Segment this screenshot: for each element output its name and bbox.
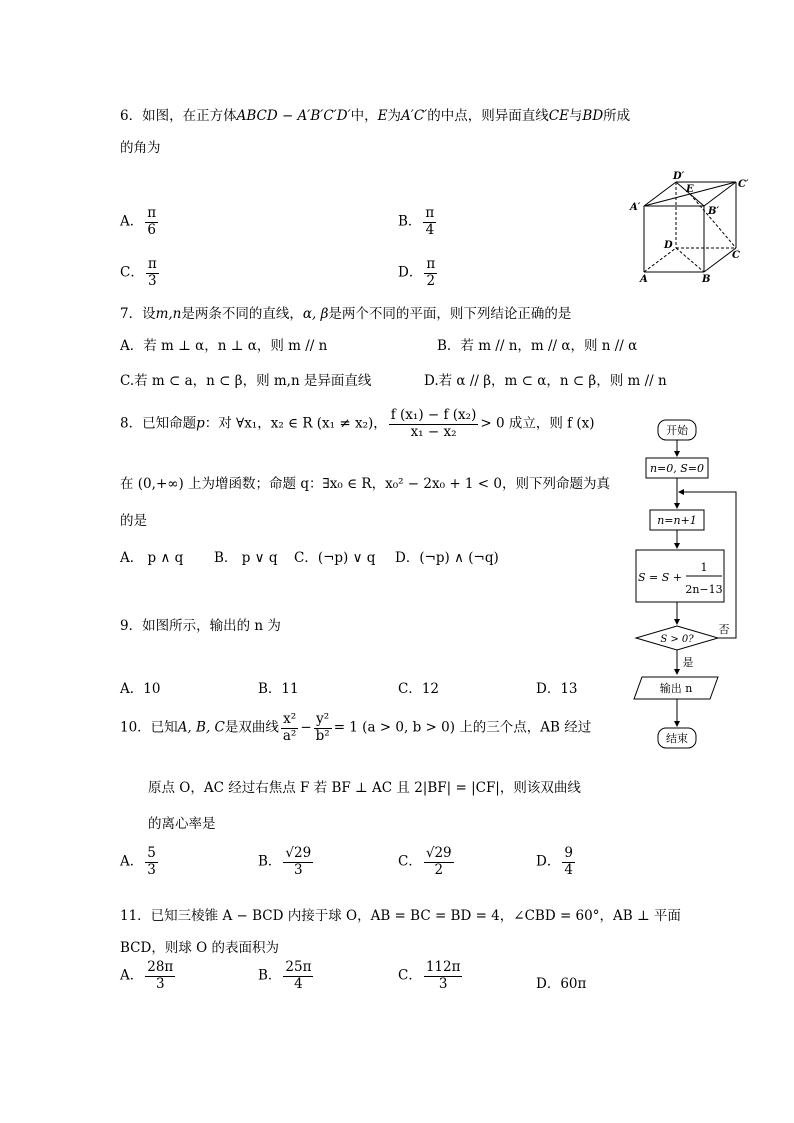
q11-option-b: B． $\frac{25\pi}{4}$ (258, 959, 312, 992)
flow-inc-label: n=n+1 (657, 514, 697, 527)
q8-option-c: C．(¬p) ∨ q (294, 550, 376, 566)
flow-yes-label: 是 (682, 656, 694, 669)
q7-option-c: C.若 m ⊂ a，n ⊂ β，则 m,n 是异面直线 (120, 373, 372, 389)
flow-start-label: 开始 (666, 424, 688, 437)
q9-option-a: A．10 (120, 681, 161, 697)
q11-stem-line2: BCD，则球 O 的表面积为 (120, 940, 279, 956)
label-b1: B′ (708, 206, 720, 217)
label-c: C (732, 250, 740, 261)
q11-option-a: A． $\frac{28\pi}{3}$ (120, 959, 174, 992)
label-b: B (702, 274, 711, 285)
label-d1: D′ (673, 171, 685, 182)
q8-option-b: B． p ∨ q (214, 550, 278, 566)
q9-option-d: D．13 (536, 681, 578, 697)
q6-option-c: C． $\frac{\pi}{3}$ (120, 256, 157, 289)
q6-option-b: B． $\frac{\pi}{4}$ (398, 205, 435, 238)
q8-stem-line3: 的是 (120, 513, 147, 529)
q10-option-d: D． $\frac{9}{4}$ (536, 845, 573, 878)
flow-end-label: 结束 (666, 732, 688, 745)
q6-option-d: D． $\frac{\pi}{2}$ (398, 256, 436, 289)
label-a1: A′ (630, 202, 641, 213)
q9-option-c: C．12 (398, 681, 440, 697)
q10-option-c: C． $\frac{√29}{2}$ (398, 845, 452, 878)
q7-option-a: A．若 m ⊥ α，n ⊥ α，则 m // n (120, 338, 328, 354)
q6-stem-line2: 的角为 (120, 140, 161, 156)
flow-output-label: 输出 n (659, 682, 693, 695)
label-c1: C′ (738, 179, 749, 190)
q9-stem: 9．如图所示，输出的 n 为 (120, 618, 281, 634)
cube-figure (620, 170, 760, 288)
flow-sum-prefix: S = S + (638, 571, 682, 584)
q11-option-c: C． $\frac{112\pi}{3}$ (398, 959, 461, 992)
flow-init-label: n=0, S=0 (649, 462, 705, 475)
q11-option-d: D．60π (536, 976, 587, 992)
q8-stem-line2: 在 (0,+∞) 上为增函数；命题 q：∃x₀ ∈ R，x₀² − 2x₀ + 1 < 0，则下列命题为真 (120, 476, 610, 492)
flow-sum-num: 1 (700, 561, 708, 574)
q8-stem-line1: 8．已知命题p：对 ∀x₁，x₂ ∈ R (x₁ ≠ x₂)， $\frac{\text{f (x₁) − f (x₂)}}{\text{x₁ − x₂}}$ > 0 成立，则 f (x) (120, 407, 595, 440)
q6-option-a: A． $\frac{\pi}{6}$ (120, 205, 157, 238)
q7-stem: 7．设m,n是两条不同的直线，α, β是两个不同的平面，则下列结论正确的是 (120, 306, 572, 322)
label-a: A (640, 274, 648, 285)
q10-option-b: B． $\frac{√29}{3}$ (258, 845, 312, 878)
flow-cond-label: S > 0? (660, 634, 694, 645)
q10-stem-line3: 的离心率是 (148, 816, 216, 832)
q11-stem-line1: 11．已知三棱锥 A − BCD 内接于球 O，AB = BC = BD = 4，∠CBD = 60°，AB ⊥ 平面 (120, 908, 681, 924)
flow-no-label: 否 (718, 623, 730, 636)
label-d: D (664, 240, 673, 251)
q10-stem-line2: 原点 O，AC 经过右焦点 F 若 BF ⊥ AC 且 2|BF| = |CF|，则该双曲线 (148, 780, 581, 796)
flowchart (630, 412, 742, 750)
q8-option-a: A． p ∧ q (120, 550, 184, 566)
q7-option-d: D.若 α // β，m ⊂ α，n ⊂ β，则 m // n (424, 373, 667, 389)
q6-stem-line1: 6．如图，在正方体ABCD − A′B′C′D′中，E为A′C′的中点，则异面直线CE与BD所成 (120, 108, 631, 124)
q10-stem-line1: 10．已知A, B, C是双曲线 $\frac{\text{x²}}{\text{a²}}$ − $\frac{\text{y²}}{\text{b²}}$ = 1 (a > 0, b > 0) 上的三个点，AB 经过 (120, 711, 592, 744)
q9-option-b: B．11 (258, 681, 299, 697)
flow-sum-den: 2n−13 (685, 583, 723, 596)
q7-option-b: B．若 m // n，m // α，则 n // α (437, 338, 638, 354)
label-e: E (686, 184, 694, 195)
q8-option-d: D．(¬p) ∧ (¬q) (395, 550, 499, 566)
q10-option-a: A． $\frac{5}{3}$ (120, 845, 156, 878)
